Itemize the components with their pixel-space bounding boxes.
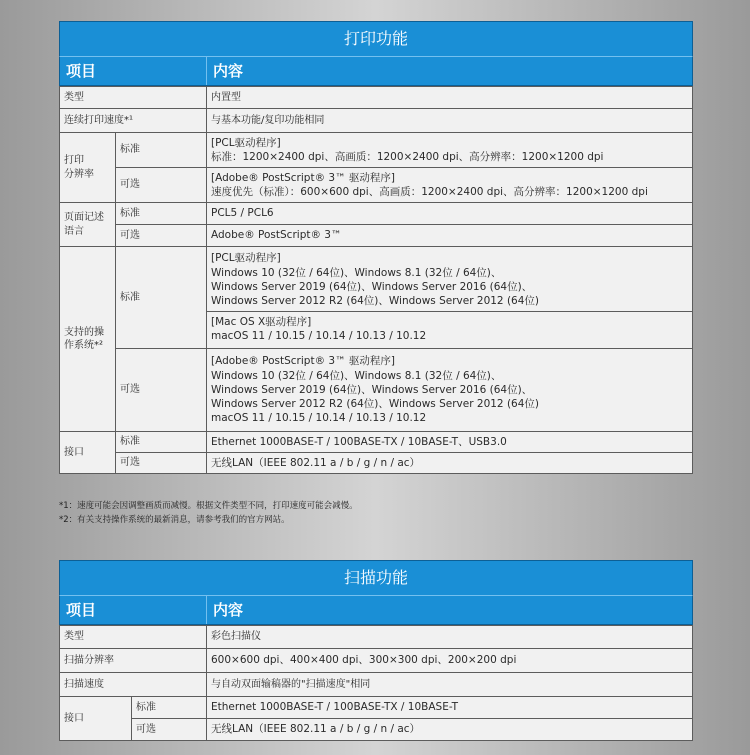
row-value: [207, 247, 693, 349]
table-row: [60, 432, 693, 453]
table-row: [60, 225, 693, 247]
table-row: [60, 649, 693, 673]
row-label: 连续打印速度*¹: [60, 109, 207, 133]
row-value: 无线LAN（IEEE 802.11 a / b / g / n / ac）: [207, 453, 693, 474]
row-value: Adobe® PostScript® 3™: [207, 225, 693, 247]
sub-label: 标准: [116, 432, 207, 453]
table-row: [60, 349, 693, 432]
sub-label: 可选: [116, 225, 207, 247]
row-label: 类型: [60, 626, 207, 649]
table-row: [60, 168, 693, 203]
row-label: 扫描速度: [60, 673, 207, 697]
print-spec-table: [59, 86, 693, 474]
table-row: [60, 203, 693, 225]
scan-spec-panel: [59, 560, 693, 741]
row-label: 类型: [60, 87, 207, 109]
sub-label: 标准: [116, 133, 207, 168]
header-item: 项目: [60, 57, 207, 85]
row-value: 与自动双面输稿器的"扫描速度"相同: [207, 673, 693, 697]
scan-section-title: 扫描功能: [59, 560, 693, 595]
row-value: 无线LAN（IEEE 802.11 a / b / g / n / ac）: [207, 719, 693, 741]
sub-label: 标准: [116, 203, 207, 225]
sub-label: 可选: [132, 719, 207, 741]
row-value: Ethernet 1000BASE-T / 100BASE-TX / 10BASE-T、USB3.0: [207, 432, 693, 453]
table-row: [60, 626, 693, 649]
table-row: [60, 697, 693, 719]
print-section-title: 打印功能: [59, 21, 693, 56]
table-row: [60, 453, 693, 474]
footnotes: [59, 499, 358, 527]
row-value: [Adobe® PostScript® 3™ 驱动程序] Windows 10 (32位 / 64位)、Windows 8.1 (32位 / 64位)、 Windows Server 2019 (64位)、Windows Server 2016 (64位)、 Windows Server 2012 R2 (64位)、Windows Server 2012 (64位) macOS 11 / 10.15 / 10.14 / 10.13 / 10.12: [207, 349, 693, 432]
footnote-2: *2：有关支持操作系统的最新消息，请参考我们的官方网站。: [59, 515, 290, 525]
row-label: 页面记述 语言: [60, 203, 116, 247]
row-label: 接口: [60, 697, 132, 741]
table-row: [60, 247, 693, 349]
table-row: [60, 719, 693, 741]
table-row: [60, 133, 693, 168]
print-table-header: [59, 56, 693, 86]
row-value: Ethernet 1000BASE-T / 100BASE-TX / 10BASE-T: [207, 697, 693, 719]
row-label: 打印 分辨率: [60, 133, 116, 203]
os-mac-driver: [Mac OS X驱动程序] macOS 11 / 10.15 / 10.14 / 10.13 / 10.12: [211, 316, 427, 343]
sub-label: 可选: [116, 168, 207, 203]
row-value: 彩色扫描仪: [207, 626, 693, 649]
row-value: 内置型: [207, 87, 693, 109]
scan-table-header: [59, 595, 693, 625]
row-value: [PCL驱动程序] 标准：1200×2400 dpi、高画质：1200×2400 dpi、高分辨率：1200×1200 dpi: [207, 133, 693, 168]
print-spec-panel: [59, 21, 693, 474]
os-pcl-driver: [PCL驱动程序] Windows 10 (32位 / 64位)、Windows 8.1 (32位 / 64位)、 Windows Server 2019 (64位)、Windows Server 2016 (64位)、 Windows Server 2012 R2 (64位)、Windows Server 2012 (64位): [207, 248, 692, 312]
table-row: [60, 673, 693, 697]
row-label: 接口: [60, 432, 116, 474]
row-value: [Adobe® PostScript® 3™ 驱动程序] 速度优先（标准）：600×600 dpi、高画质：1200×2400 dpi、高分辨率：1200×1200 dpi: [207, 168, 693, 203]
row-value: 与基本功能/复印功能相同: [207, 109, 693, 133]
header-content: 内容: [213, 601, 244, 619]
row-value: PCL5 / PCL6: [207, 203, 693, 225]
header-item: 项目: [60, 596, 207, 624]
sub-label: 可选: [116, 453, 207, 474]
row-label: 扫描分辨率: [60, 649, 207, 673]
sub-label: 标准: [132, 697, 207, 719]
sub-label: 标准: [116, 247, 207, 349]
row-value: 600×600 dpi、400×400 dpi、300×300 dpi、200×200 dpi: [207, 649, 693, 673]
sub-label: 可选: [116, 349, 207, 432]
table-row: [60, 87, 693, 109]
table-row: [60, 109, 693, 133]
scan-spec-table: [59, 625, 693, 741]
row-label: 支持的操 作系统*²: [60, 247, 116, 432]
header-content: 内容: [213, 62, 244, 80]
footnote-1: *1：速度可能会因调整画质而减慢。根据文件类型不同，打印速度可能会减慢。: [59, 501, 358, 511]
